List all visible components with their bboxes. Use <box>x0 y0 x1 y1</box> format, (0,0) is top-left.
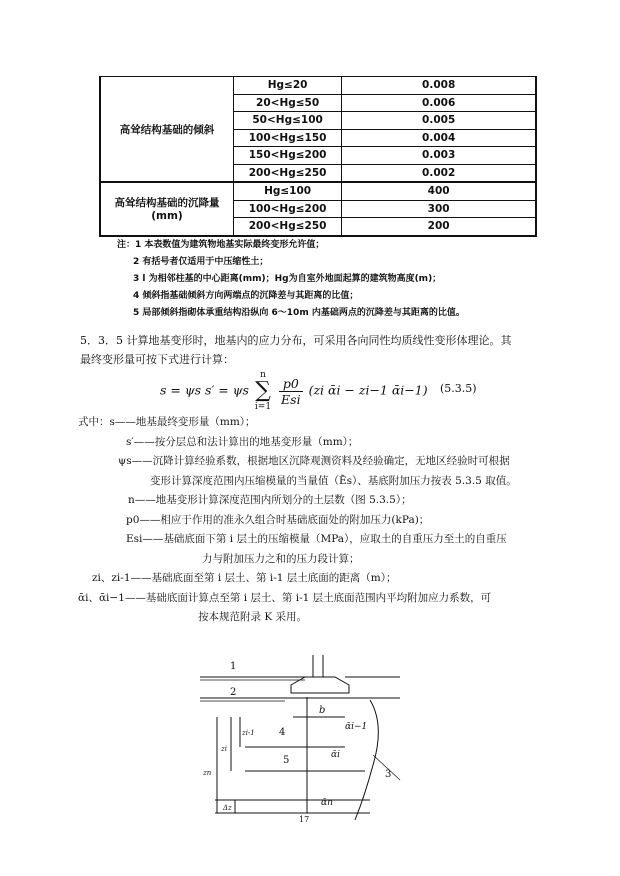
note-line: 注：1 本表数值为建筑物地基实际最终变形允许值； <box>117 240 325 250</box>
cond-cell: 20<Hg≤50 <box>233 94 341 112</box>
value-cell: 0.005 <box>342 112 536 130</box>
cond-cell: Hg≤20 <box>233 77 341 95</box>
dimension-label: zi-1 <box>242 729 255 737</box>
group1-label: 高耸结构基础的倾斜 <box>100 77 233 183</box>
note-line: 3 l 为相邻柱基的中心距离(mm)；Hg为自室外地面起算的建筑物高度(m)； <box>133 274 442 284</box>
note-line: 5 局部倾斜指砌体承重结构沿纵向 6～10m 内基础两点的沉降差与其距离的比值。 <box>133 308 465 318</box>
formula-5-3-5 <box>160 370 477 412</box>
label-1: 1 <box>230 661 237 672</box>
cond-cell: 200<Hg≤250 <box>233 164 341 182</box>
alpha-label: ᾱi−1 <box>345 722 368 732</box>
deformation-limits-table <box>99 76 537 237</box>
cond-cell: 50<Hg≤100 <box>233 112 341 130</box>
alpha-label: ᾱn <box>321 798 333 808</box>
cond-cell: 100<Hg≤150 <box>233 129 341 147</box>
definition-line: s′——按分层总和法计算出的地基变形量（mm）； <box>126 435 359 448</box>
definition-line: 力与附加压力之和的压力段计算； <box>202 552 360 565</box>
cond-cell: 100<Hg≤200 <box>233 200 341 218</box>
sum-symbol: n ∑ i=1 <box>254 370 272 412</box>
dimension-label: zn <box>203 769 212 777</box>
alpha-label: ᾱi <box>331 750 340 760</box>
definition-line: ᾱi、ᾱi−1——基础底面计算点至第 i 层土、第 i-1 层土底面范围内平均附加应力系数，可 <box>78 591 492 604</box>
settlement-diagram <box>195 655 410 825</box>
value-cell: 0.008 <box>342 77 536 95</box>
value-cell: 0.004 <box>342 129 536 147</box>
label-3: 3 <box>385 769 392 780</box>
group2-unit: (mm) <box>151 210 183 223</box>
definition-line: zi、zi-1——基础底面至第 i 层土、第 i-1 层土底面的距离（m）； <box>92 572 397 584</box>
formula-fraction <box>279 376 303 407</box>
fraction-numerator: p0 <box>279 376 303 392</box>
label-5: 5 <box>283 755 290 766</box>
section-text-line2: 最终变形量可按下式进行计算： <box>80 353 234 366</box>
fraction-denominator: Esi <box>281 391 301 407</box>
formula-rhs: (zi ᾱi − zi−1 ᾱi−1) <box>308 382 428 398</box>
value-cell: 0.006 <box>342 94 536 112</box>
cond-cell: Hg≤100 <box>233 182 341 200</box>
note-line: 2 有括号者仅适用于中压缩性土； <box>133 257 269 267</box>
value-cell: 300 <box>342 200 536 218</box>
label-4: 4 <box>279 727 286 738</box>
symbol-definitions <box>78 413 517 628</box>
dimension-label: Δz <box>223 804 232 812</box>
dimension-label: zi <box>221 745 227 753</box>
page-number: 17 <box>299 815 310 824</box>
group2-title: 高耸结构基础的沉降量 <box>114 197 220 210</box>
definition-line: 式中：s——地基最终变形量（mm）； <box>78 416 256 428</box>
section-text-line1: 5．3．5 计算地基变形时，地基内的应力分布，可采用各向同性均质线性变形体理论。其 <box>80 334 512 347</box>
label-2: 2 <box>230 687 237 698</box>
cond-cell: 200<Hg≤250 <box>233 218 341 236</box>
group2-label <box>100 182 233 236</box>
definition-line: Esi——基础底面下第 i 层土的压缩模量（MPa），应取土的自重压力至土的自重压 <box>126 533 507 545</box>
value-cell: 400 <box>342 182 536 200</box>
equation-number: (5.3.5) <box>440 382 477 395</box>
definition-line: p0——相应于作用的准永久组合时基础底面处的附加压力(kPa)； <box>126 513 430 526</box>
sum-bottom: i=1 <box>254 402 272 412</box>
value-cell: 200 <box>342 218 536 236</box>
sum-top: n <box>260 370 266 380</box>
table-notes <box>117 237 587 322</box>
value-cell: 0.002 <box>342 164 536 182</box>
cond-cell: 150<Hg≤200 <box>233 147 341 165</box>
footing-shape <box>291 677 349 693</box>
definition-line: n——地基变形计算深度范围内所划分的土层数（图 5.3.5）； <box>128 494 412 506</box>
label-b: b <box>319 705 326 716</box>
stress-curve <box>355 700 378 820</box>
value-cell: 0.003 <box>342 147 536 165</box>
definition-line: 按本规范附录 K 采用。 <box>198 611 308 623</box>
definition-line: ψs——沉降计算经验系数，根据地区沉降观测资料及经验确定，无地区经验时可根据 <box>118 455 510 467</box>
definition-line: 变形计算深度范围内压缩模量的当量值（Ēs）、基底附加压力按表 5.3.5 取值。 <box>150 474 517 487</box>
formula-lhs: s = ψs s′ = ψs <box>160 382 249 398</box>
note-line: 4 倾斜指基础倾斜方向两端点的沉降差与其距离的比值； <box>133 291 359 301</box>
